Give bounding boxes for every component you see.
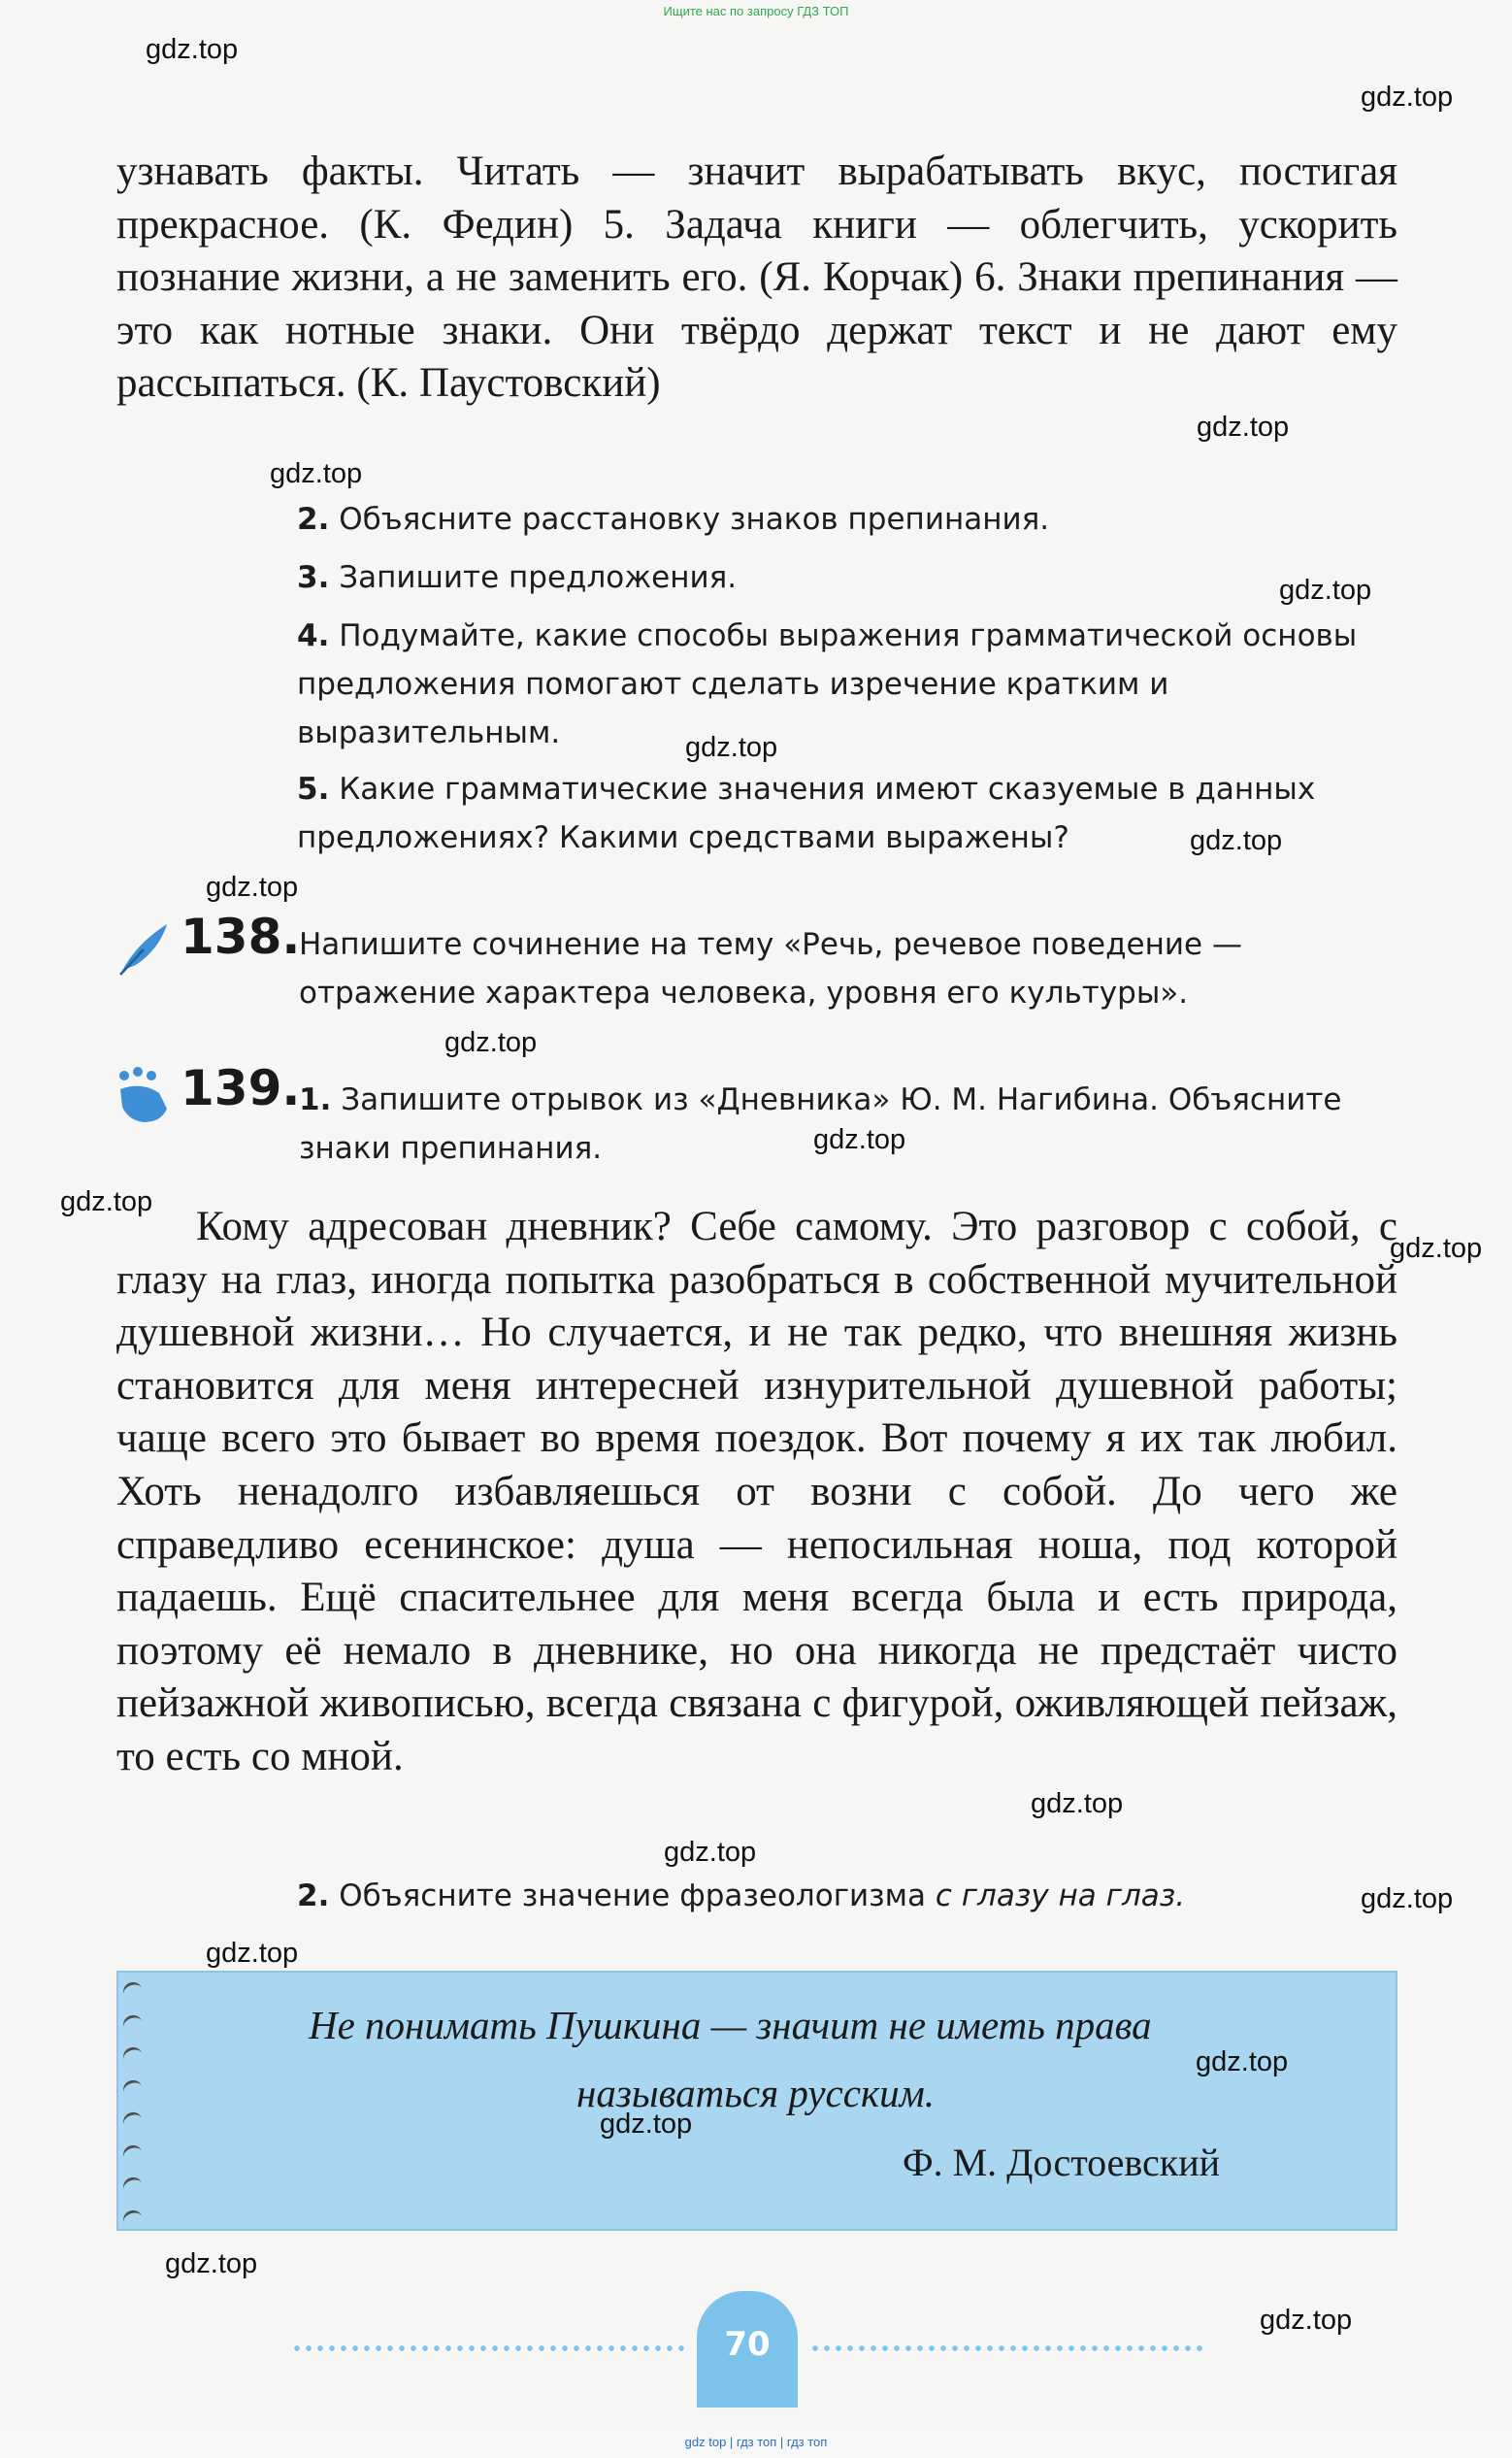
task-137-4: 4. Подумайте, какие способы выражения грамматической основы предложения помогают сделать изречение кратким и выразительным. bbox=[297, 618, 1358, 750]
watermark: gdz.top bbox=[60, 1186, 153, 1217]
watermark: gdz.top bbox=[664, 1837, 757, 1868]
exercise-138-number: 138. bbox=[181, 909, 301, 965]
hand-icon bbox=[113, 1066, 173, 1130]
task-139-2: 2. Объясните значение фразеологизма с глазу на глаз. bbox=[297, 1878, 1186, 1913]
watermark: gdz.top bbox=[444, 1027, 538, 1058]
watermark: gdz.top bbox=[1279, 575, 1372, 606]
watermark: gdz.top bbox=[1361, 1883, 1454, 1914]
diary-text: Кому адресован дневник? Себе самому. Это разговор с собой, с глазу на глаз, иногда попытка разобраться в собственной мучительной душевной жизни… Но случается, и не так редко, что внешняя жизнь становится для меня интересней изнурительной душевной работы; чаще всего это бывает во время поездок. Вот почему я их так любил. Хоть ненадолго избавляешься от возни с собой. До чего же справедливо есенинское: душа — непосильная ноша, под которой падаешь. Ещё спасительнее для меня всегда была и есть природа, поэтому её немало в дневнике, но она никогда не предстаёт чисто пейзажной живописью, всегда связана с фигурой, оживляющей пейзаж, то есть со мной. bbox=[116, 1204, 1397, 1779]
page-number: 70 bbox=[724, 2325, 771, 2364]
quill-pen-icon bbox=[115, 920, 173, 982]
watermark: gdz.top bbox=[1260, 2305, 1353, 2336]
task-137-5: 5. Какие грамматические значения имеют сказуемые в данных предложениях? Какими средствами выражены? bbox=[297, 772, 1316, 855]
task-137-3: 3. Запишите предложения. bbox=[297, 560, 738, 595]
watermark: gdz.top bbox=[146, 34, 239, 65]
watermark: gdz.top bbox=[1390, 1233, 1483, 1264]
watermark: gdz.top bbox=[600, 2109, 693, 2140]
footer-dots-left bbox=[291, 2345, 687, 2351]
watermark: gdz.top bbox=[813, 1124, 906, 1155]
diary-excerpt bbox=[116, 1201, 1397, 1784]
quote-box bbox=[116, 1971, 1397, 2231]
exercise-139-number: 139. bbox=[181, 1060, 301, 1116]
watermark: gdz.top bbox=[165, 2248, 258, 2279]
quote-line-1: Не понимать Пушкина — значит не иметь права bbox=[309, 2003, 1152, 2047]
watermark: gdz.top bbox=[270, 458, 363, 489]
footer-dots-right bbox=[809, 2345, 1205, 2351]
watermark: gdz.top bbox=[1197, 412, 1290, 443]
watermark: gdz.top bbox=[1361, 82, 1454, 113]
phraseologism: с глазу на глаз. bbox=[935, 1878, 1186, 1913]
watermark: gdz.top bbox=[1031, 1788, 1124, 1819]
watermark: gdz.top bbox=[206, 1938, 299, 1969]
paragraph-top: узнавать факты. Читать — значит вырабатывать вкус, постигая прекрасное. (К. Федин) 5. Задача книги — облегчить, ускорить познание жизни, а не заменить его. (Я. Корчак) 6. Знаки препинания — это как нотные знаки. Они твёрдо держат текст и не дают ему рассыпаться. (К. Паустовский) bbox=[116, 149, 1397, 407]
spiral-binding bbox=[122, 1982, 146, 2223]
top-banner: Ищите нас по запросу ГДЗ ТОП bbox=[663, 4, 849, 18]
exercise-138-text: Напишите сочинение на тему «Речь, речевое поведение — отражение характера человека, уровня его культуры». bbox=[299, 927, 1242, 1011]
page-footer bbox=[291, 2281, 1223, 2403]
bottom-banner: gdz top | гдз топ | гдз топ bbox=[684, 2435, 828, 2449]
watermark: gdz.top bbox=[1196, 2046, 1289, 2077]
watermark: gdz.top bbox=[206, 872, 299, 903]
quote-line-2: называться русским. bbox=[576, 2071, 936, 2115]
watermark: gdz.top bbox=[1190, 825, 1283, 856]
quote-author: Ф. М. Достоевский bbox=[903, 2141, 1221, 2184]
task-137-2: 2. Объясните расстановку знаков препинания. bbox=[297, 502, 1050, 537]
watermark: gdz.top bbox=[685, 732, 778, 763]
exercise-139-task-1: 1. Запишите отрывок из «Дневника» Ю. М. Нагибина. Объясните знаки препинания. bbox=[299, 1082, 1342, 1166]
exercise-137-quotes bbox=[116, 146, 1397, 411]
